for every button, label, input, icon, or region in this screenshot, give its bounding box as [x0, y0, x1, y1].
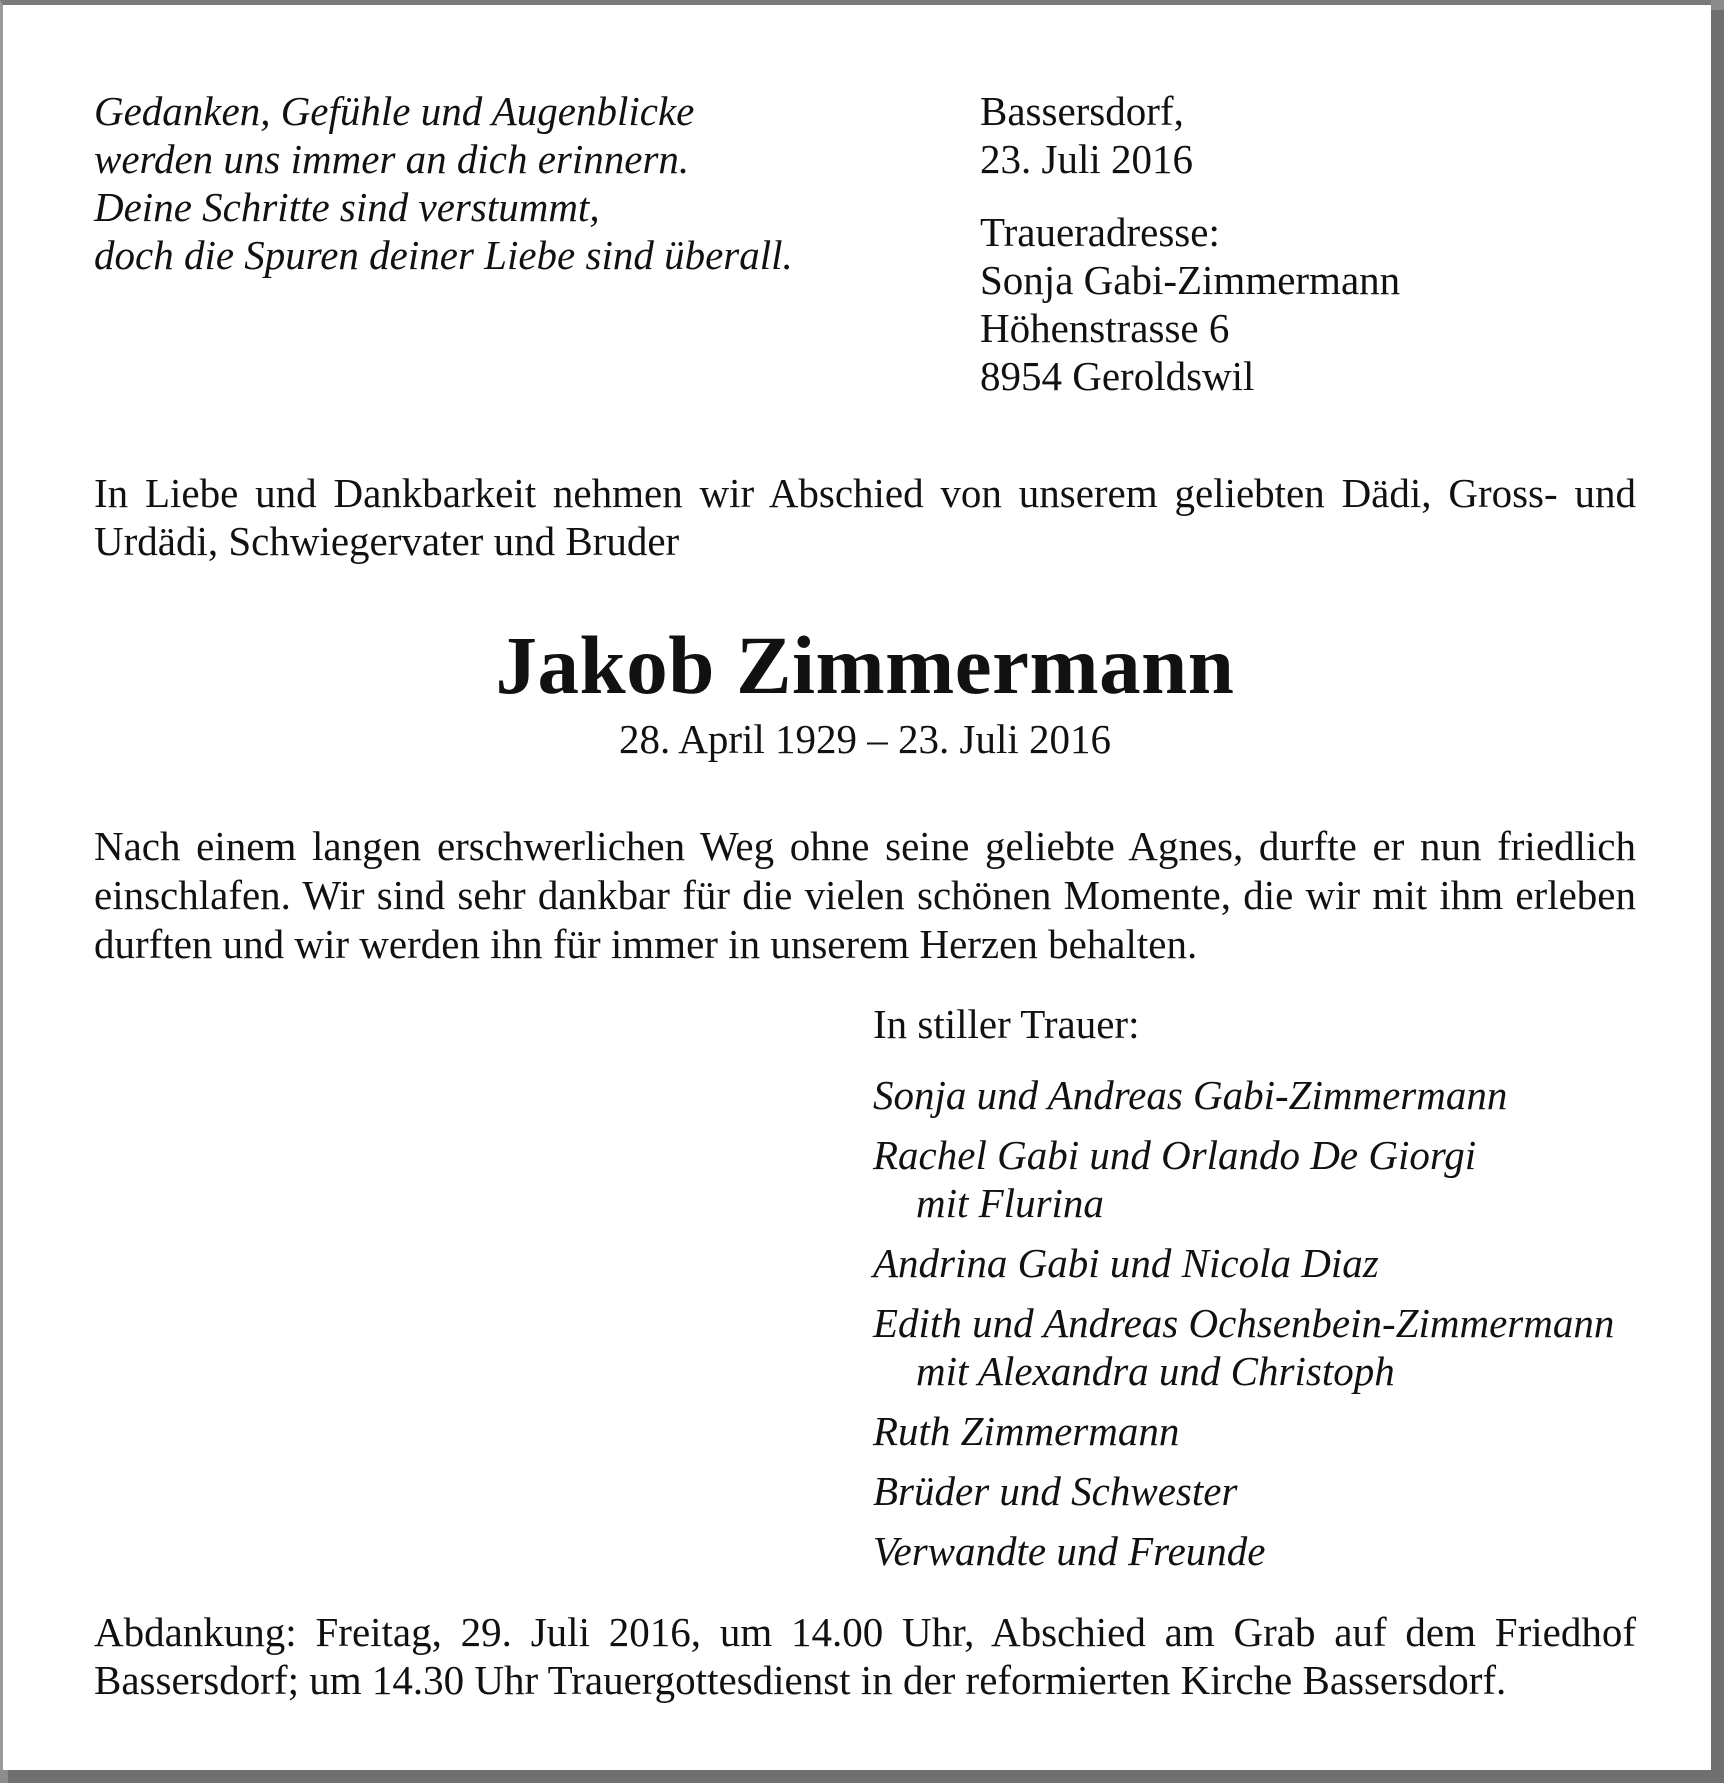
- address-city: 8954 Geroldswil: [980, 353, 1255, 399]
- mourning-label: In stiller Trauer:: [873, 1001, 1140, 1047]
- mourner-group: [873, 1131, 1673, 1227]
- mourner-group: [873, 1407, 1673, 1455]
- mourner-line: Edith und Andreas Ochsenbein-Zimmermann: [873, 1300, 1615, 1346]
- mourner-group: [873, 1527, 1673, 1575]
- motto-line: doch die Spuren deiner Liebe sind überall.: [94, 232, 793, 278]
- motto-poem: [94, 87, 934, 279]
- address-street: Höhenstrasse 6: [980, 305, 1230, 351]
- body-paragraph: Nach einem langen erschwerlichen Weg ohne seine geliebte Agnes, durfte er nun friedlich einschlafen. Wir sind sehr dankbar für die vielen schönen Momente, die wir mit ihm erleben durften und wir werden ihn für immer in unserem Herzen behalten.: [94, 823, 1636, 967]
- mourner-subline: mit Flurina: [916, 1180, 1104, 1226]
- mourning-address: [980, 208, 1400, 400]
- mourner-line: Brüder und Schwester: [873, 1468, 1238, 1514]
- life-dates: 28. April 1929 – 23. Juli 2016: [618, 716, 1112, 762]
- place-date-block: [980, 87, 1193, 183]
- mourner-line: Sonja und Andreas Gabi-Zimmermann: [873, 1072, 1508, 1118]
- intro-paragraph: In Liebe und Dankbarkeit nehmen wir Abschied von unserem geliebten Dädi, Gross- und Urdädi, Schwiegervater und Bruder: [94, 470, 1636, 564]
- mourner-group: [873, 1467, 1673, 1515]
- motto-line: Deine Schritte sind verstummt,: [94, 184, 600, 230]
- mourner-line: Ruth Zimmermann: [873, 1408, 1180, 1454]
- deceased-name: Jakob Zimmermann: [495, 619, 1235, 711]
- funeral-service-info: Abdankung: Freitag, 29. Juli 2016, um 14.00 Uhr, Abschied am Grab auf dem Friedhof Bassersdorf; um 14.30 Uhr Trauergottesdienst in der reformierten Kirche Bassersdorf.: [94, 1609, 1636, 1703]
- page-shadow-right: [1711, 10, 1724, 1783]
- place: Bassersdorf,: [980, 88, 1184, 134]
- mourner-line: Verwandte und Freunde: [873, 1528, 1266, 1574]
- mourner-line: Andrina Gabi und Nicola Diaz: [873, 1240, 1379, 1286]
- mourner-group: [873, 1299, 1673, 1395]
- address-name: Sonja Gabi-Zimmermann: [980, 257, 1401, 303]
- mourner-group: [873, 1239, 1673, 1287]
- date: 23. Juli 2016: [980, 136, 1193, 182]
- page-shadow-bottom: [8, 1770, 1724, 1783]
- mourner-subline: mit Alexandra und Christoph: [916, 1348, 1395, 1394]
- mourner-line: Rachel Gabi und Orlando De Giorgi: [873, 1132, 1477, 1178]
- address-label: Traueradresse:: [980, 209, 1220, 255]
- motto-line: werden uns immer an dich erinnern.: [94, 136, 690, 182]
- motto-line: Gedanken, Gefühle und Augenblicke: [94, 88, 695, 134]
- mourners-list: [873, 1071, 1673, 1587]
- mourner-group: [873, 1071, 1673, 1119]
